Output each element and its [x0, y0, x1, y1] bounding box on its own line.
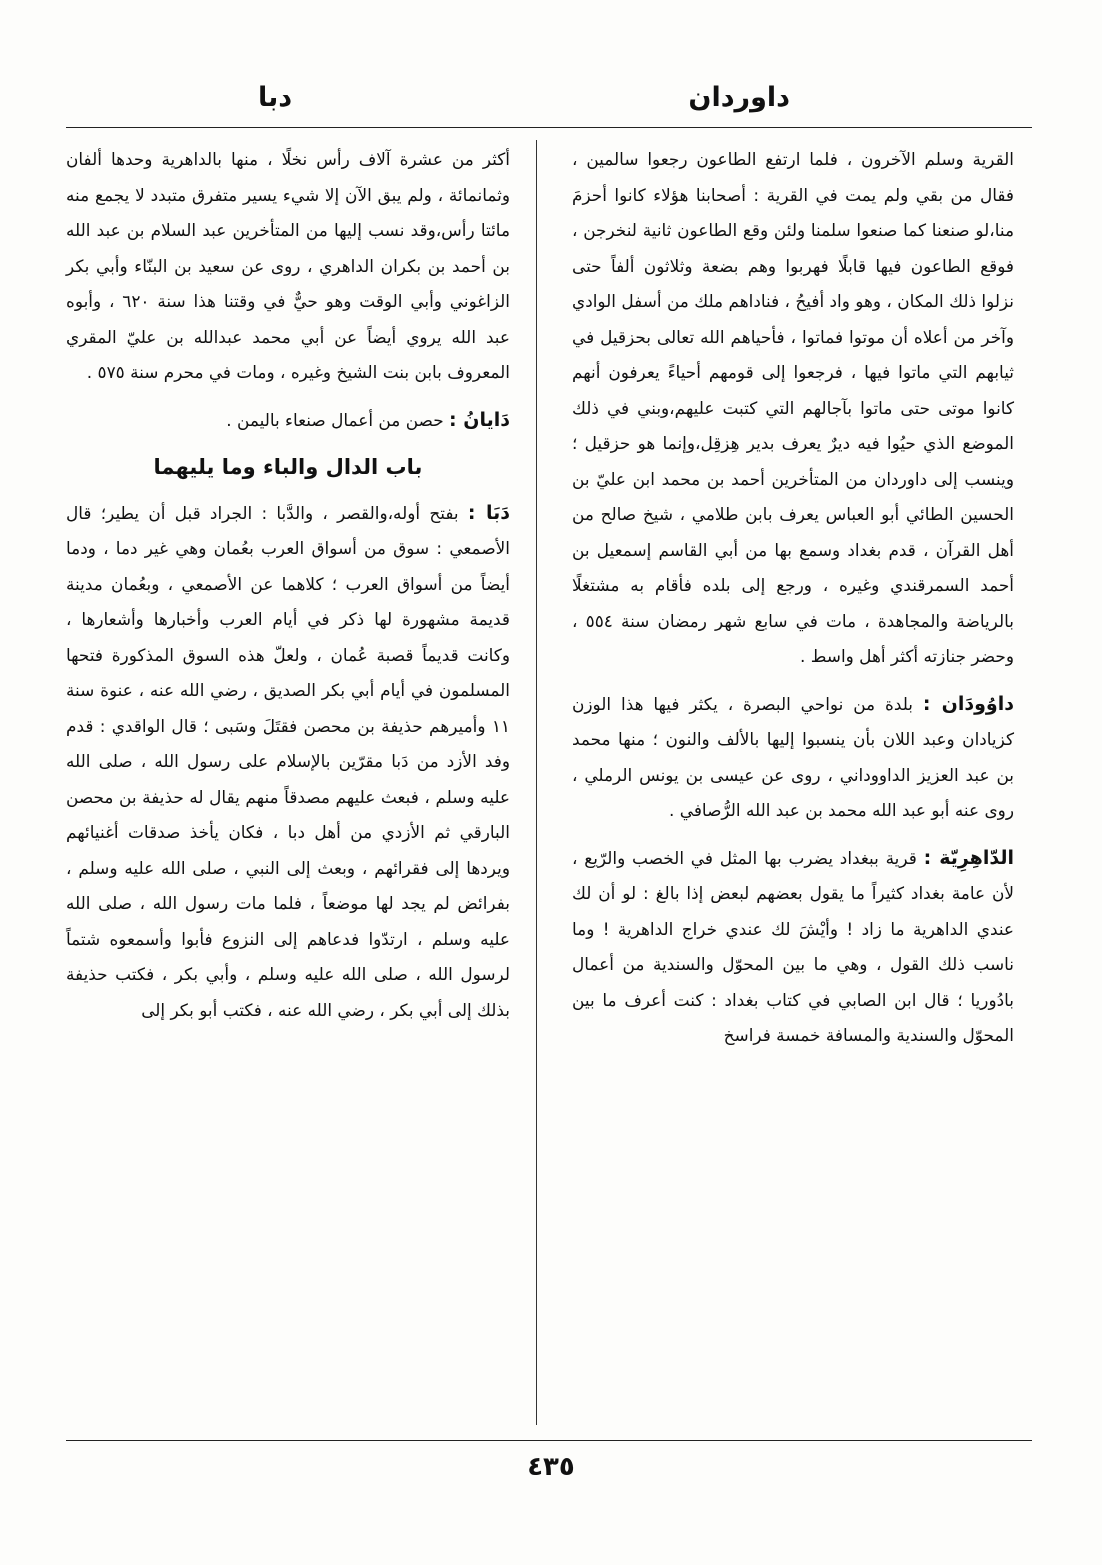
left-column [66, 142, 510, 1028]
column-divider [536, 140, 537, 1425]
right-column [572, 142, 1014, 1054]
entry-text: بلدة من نواحي البصرة ، يكثر فيها هذا الوزن كزيادان وعبد اللان بأن ينسبوا إليها بالألف والنون ؛ منها محمد بن عبد العزيز الداووداني ، روى عن عيسى بن يونس الرملي ، روى عنه أبو عبد الله محمد بن عبد الله الرُّصافي . [572, 693, 1014, 820]
entry-headword: الدّاهِرِيّة : [923, 846, 1014, 869]
entry-text: بفتح أوله،والقصر ، والدَّبا : الجراد قبل أن يطير؛ قال الأصمعي : سوق من أسواق العرب بعُمان وهي غير دما ، ودما أيضاً من أسواق العرب ؛ كلاهما عن الأصمعي ، وبعُمان مدينة قديمة مشهورة لها ذكر في أيام العرب وأخبارها وأشعارها ، وكانت قديماً قصبة عُمان ، ولعلّ هذه السوق المذكورة فتحها المسلمون في أيام أبي بكر الصديق ، رضي الله عنه ، عنوة سنة ١١ وأميرهم حذيفة بن محصن فقتَلَ وسَبى ؛ قال الواقدي : قدم وفد الأزد من دَبا مقرّين بالإسلام على رسول الله ، صلى الله عليه وسلم ، فبعث عليهم مصدقاً منهم يقال له حذيفة بن محصن البارقي ثم الأزدي من أهل دبا ، فكان يأخذ صدقات أغنيائهم ويردها إلى فقرائهم ، وبعث إلى النبي ، صلى الله عليه وسلم ، بفرائض لم يجد لها موضعاً ، فلما مات رسول الله ، صلى الله عليه وسلم ، ارتدّوا فدعاهم إلى النزوع فأبوا وأسمعوه شتماً لرسول الله ، صلى الله عليه وسلم ، وأبي بكر ، فكتب حذيفة بذلك إلى أبي بكر ، رضي الله عنه ، فكتب أبو بكر إلى [66, 502, 510, 1020]
entry-dahiriyya [572, 841, 1014, 1054]
entry-headword: داوُودَان : [922, 692, 1014, 715]
header-rule [66, 127, 1032, 128]
section-heading: باب الدال والباء وما يليهما [153, 455, 423, 479]
entry-headword: دَايانُ : [449, 408, 510, 431]
entry-daba [66, 496, 510, 1029]
entry-text: قرية ببغداد يضرب بها المثل في الخصب والرّيع ، لأن عامة بغداد كثيراً ما يقول بعضهم لبعض إذا بالغ : لو أن لك عندي الداهرية ما زاد ! وأيْشَ لك عندي خراج الداهرية ! وما ناسب ذلك القول ، وهي ما بين المحوّل والسندية من أعمال بادُوريا ؛ قال ابن الصابي في كتاب بغداد : كنت أعرف ما بين المحوّل والسندية والمسافة خمسة فراسخ [572, 847, 1014, 1045]
running-header-left: دبا [258, 82, 293, 113]
page-number: ٤٣٥ [527, 1452, 575, 1482]
left-column-intro: أكثر من عشرة آلاف رأس نخلًا ، منها بالداهرية وحدها ألفان وثمانمائة ، ولم يبق الآن إلا شيء يسير متفرق متبدد لا يجمع منه مائتا رأس،وقد نسب إليها من المتأخرين عبد السلام بن عبد الله بن أحمد بن بكران الداهري ، روى عن سعيد بن البنّاء وأبي بكر الزاغوني وأبي الوقت وهو حيٌّ في وقتنا هذا سنة ٦٢٠ ، وأبوه عبد الله يروي أيضاً عن أبي محمد عبدالله بن عليّ المقري المعروف بابن بنت الشيخ وغيره ، ومات في محرم سنة ٥٧٥ . [66, 149, 510, 382]
entry-text: حصن من أعمال صنعاء باليمن . [226, 409, 444, 430]
right-column-intro: القرية وسلم الآخرون ، فلما ارتفع الطاعون رجعوا سالمين ، فقال من بقي ولم يمت في القرية : أصحابنا هؤلاء كانوا أحزمَ منا،لو صنعنا كما صنعوا سلمنا ولئن وقع الطاعون ثانية لنخرجن ، فوقع الطاعون فيها قابلًا فهربوا وهم بضعة وثلاثون ألفاً حتى نزلوا ذلك المكان ، وهو واد أفيحُ ، فناداهم ملك من أسفل الوادي وآخر من أعلاه أن موتوا فماتوا ، فأحياهم الله تعالى بحزقيل في ثيابهم التي ماتوا فيها ، فرجعوا إلى قومهم أحياءً يعرفون أنهم كانوا موتى حتى ماتوا بآجالهم التي كتبت عليهم،وبني في ذلك الموضع الذي حيُوا فيه ديرٌ يعرف بدير هِزقِل،وإنما هو حزقيل ؛ وينسب إلى داوردان من المتأخرين أحمد بن محمد ابن عليّ بن الحسين الطائي أبو العباس يعرف بابن طلامي ، شيخ صالح من أهل القرآن ، قدم بغداد وسمع بها من أبي القاسم إسمعيل بن أحمد السمرقندي وغيره ، ورجع إلى بلده فأقام به مشتغلًا بالرياضة والمجاهدة ، مات في سابع شهر رمضان سنة ٥٥٤ ، وحضر جنازته أكثر أهل واسط . [572, 149, 1014, 666]
entry-dawudan [572, 687, 1014, 829]
entry-dayan [66, 403, 510, 439]
footer-rule [66, 1440, 1032, 1441]
entry-headword: دَبَا : [467, 501, 510, 524]
running-header-right: داوردان [688, 82, 790, 113]
